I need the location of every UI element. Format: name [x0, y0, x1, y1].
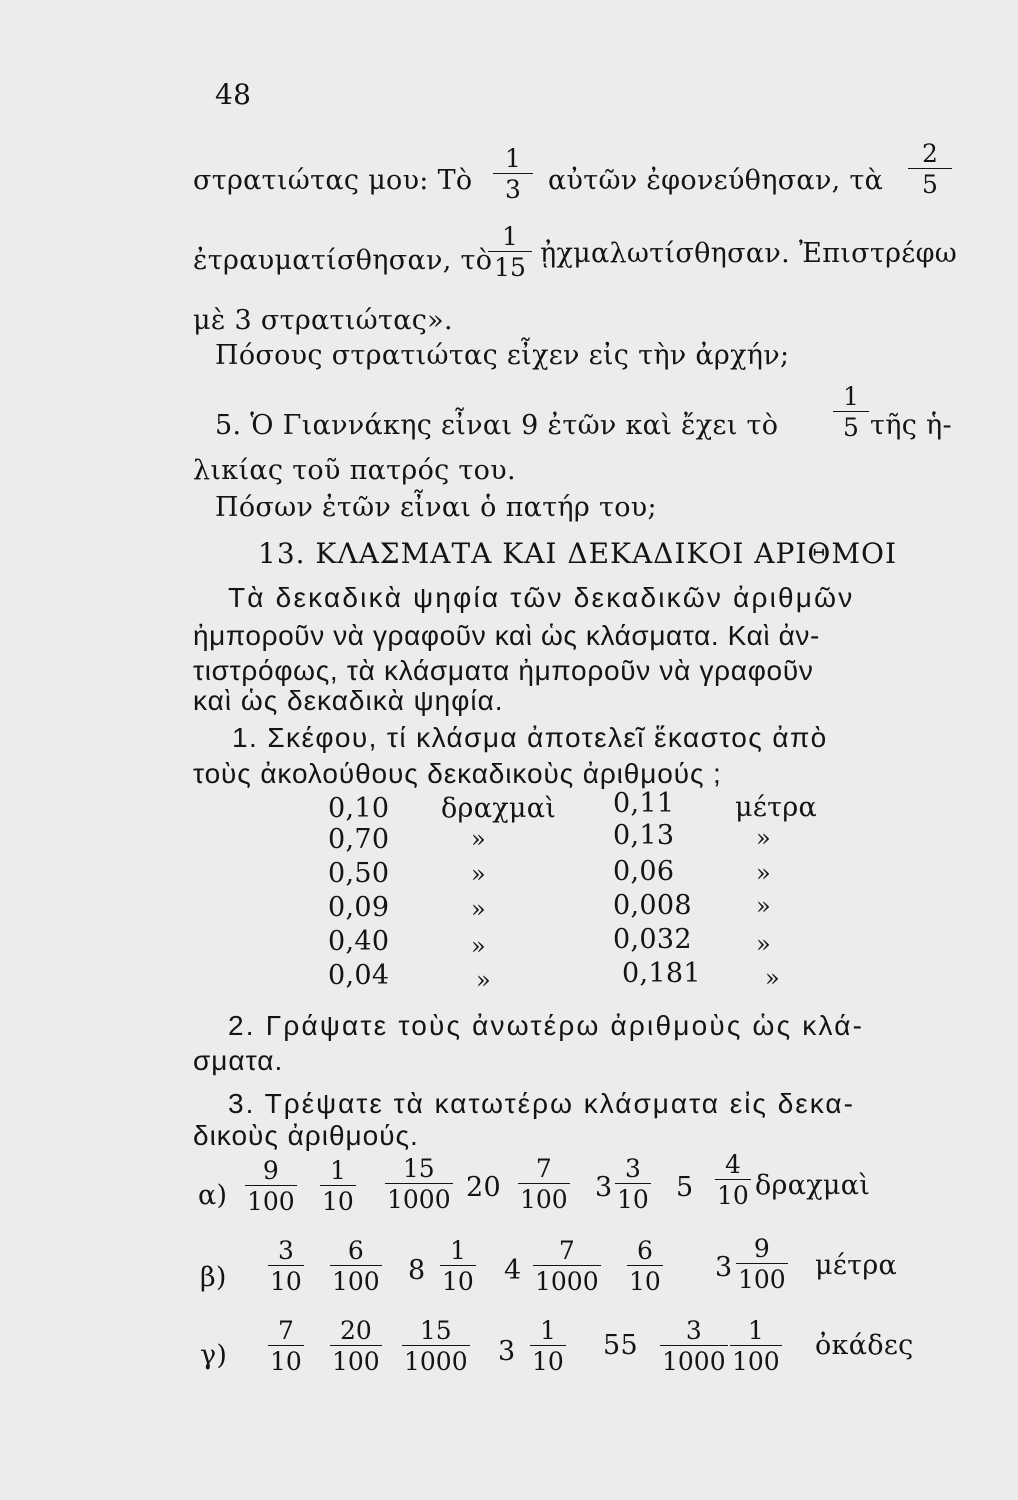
row-label: β) [200, 1262, 227, 1293]
unit-label: μέτρα [735, 792, 818, 823]
fraction: $\frac{9}{100}$ [738, 1234, 786, 1294]
fraction: $\frac{15}{1000}$ [387, 1154, 451, 1214]
fraction: $\frac{7}{10}$ [270, 1316, 302, 1376]
decimal-value: 0,008 [613, 890, 692, 921]
whole-number: 20 [466, 1172, 501, 1203]
whole-number: 3 [715, 1252, 733, 1283]
fraction: $\frac{1}{10}$ [442, 1236, 474, 1296]
decimal-value: 0,11 [613, 788, 675, 819]
intro-line: ἠμποροῦν νὰ γραφοῦν καὶ ὡς κλάσματα. Καὶ ἀν- [193, 620, 820, 651]
text-line: ᾐχμαλωτίσθησαν. Ἐπιστρέφω [540, 238, 958, 269]
fraction: $\frac{2}{5}$ [908, 141, 952, 197]
fraction: $\frac{9}{100}$ [247, 1156, 295, 1216]
unit-label: δραχμαὶ [755, 1170, 871, 1201]
fraction: $\frac{3}{10}$ [270, 1236, 302, 1296]
text-line: ἐτραυματίσθησαν, τὸ [193, 245, 493, 276]
ditto-mark: » [471, 825, 486, 853]
ditto-mark: » [471, 932, 486, 960]
unit-label: μέτρα [815, 1250, 898, 1281]
text-line: μὲ 3 στρατιώτας». [193, 305, 453, 336]
decimal-value: 0,50 [328, 858, 390, 889]
whole-number: 3 [498, 1336, 516, 1367]
exercise-2-line: σματα. [193, 1045, 284, 1076]
text-line: 5. Ὁ Γιαννάκης εἶναι 9 ἐτῶν καὶ ἔχει τὸ [215, 410, 779, 441]
fraction: $\frac{1}{100}$ [732, 1316, 780, 1376]
exercise-3-line: 3. Τρέψατε τὰ κατωτέρω κλάσματα εἰς δεκα- [228, 1088, 855, 1119]
fraction: $\frac{4}{10}$ [717, 1150, 749, 1210]
whole-number: 3 [595, 1172, 613, 1203]
whole-number: 8 [408, 1255, 426, 1286]
fraction: $\frac{6}{100}$ [332, 1236, 380, 1296]
fraction: $\frac{20}{100}$ [332, 1316, 380, 1376]
ditto-mark: » [471, 860, 486, 888]
whole-number: 5 [676, 1172, 694, 1203]
fraction: $\frac{7}{100}$ [520, 1154, 568, 1214]
decimal-value: 0,032 [613, 924, 692, 955]
text-line: Πόσων ἐτῶν εἶναι ὁ πατήρ του; [215, 492, 657, 523]
text-line: λικίας τοῦ πατρός του. [193, 455, 516, 486]
decimal-value: 0,13 [613, 820, 675, 851]
row-label: α) [198, 1180, 228, 1211]
fraction: $\frac{1}{10}$ [532, 1316, 564, 1376]
ditto-mark: » [765, 964, 780, 992]
fraction: $\frac{1}{15}$ [488, 224, 532, 280]
ditto-mark: » [756, 859, 771, 887]
decimal-value: 0,181 [622, 958, 701, 989]
intro-line: καὶ ὡς δεκαδικὰ ψηφία. [193, 685, 504, 716]
ditto-mark: » [476, 966, 491, 994]
fraction: $\frac{3}{10}$ [617, 1154, 649, 1214]
unit-label: δραχμαὶ [441, 793, 557, 824]
ditto-mark: » [756, 824, 771, 852]
decimal-value: 0,70 [328, 824, 390, 855]
text-line: στρατιώτας μου: Τὸ [193, 165, 473, 196]
intro-line: Τὰ δεκαδικὰ ψηφία τῶν δεκαδικῶν ἀριθμῶν [228, 582, 855, 613]
fraction: $\frac{1}{10}$ [322, 1156, 354, 1216]
whole-number: 4 [504, 1255, 522, 1286]
text-line: αὐτῶν ἐφονεύθησαν, τὰ [548, 165, 884, 196]
decimal-value: 0,10 [328, 793, 390, 824]
decimal-value: 0,09 [328, 892, 390, 923]
fraction: $\frac{7}{1000}$ [535, 1236, 599, 1296]
text-line: τῆς ἡ- [870, 410, 952, 441]
section-heading: 13. ΚΛΑΣΜΑΤΑ ΚΑΙ ΔΕΚΑΔΙΚΟΙ ΑΡΙΘΜΟΙ [258, 537, 898, 570]
exercise-3-line: δικοὺς ἀριθμούς. [193, 1120, 419, 1151]
decimal-value: 0,40 [328, 926, 390, 957]
fraction: $\frac{1}{3}$ [493, 146, 533, 202]
ditto-mark: » [756, 892, 771, 920]
fraction: $\frac{6}{10}$ [629, 1236, 661, 1296]
unit-label: ὀκάδες [815, 1330, 914, 1361]
decimal-value: 0,04 [328, 960, 390, 991]
exercise-1-line: 1. Σκέφου, τί κλάσμα ἀποτελεῖ ἕκαστος ἀπὸ [232, 722, 828, 753]
row-label: γ) [200, 1340, 228, 1371]
fraction: $\frac{1}{5}$ [833, 384, 869, 440]
ditto-mark: » [471, 895, 486, 923]
exercise-1-line: τοὺς ἀκολούθους δεκαδικοὺς ἀριθμούς ; [193, 758, 722, 789]
text-line: Πόσους στρατιώτας εἶχεν εἰς τὴν ἀρχήν; [215, 340, 790, 371]
fraction: $\frac{15}{1000}$ [404, 1316, 468, 1376]
intro-line: τιστρόφως, τὰ κλάσματα ἠμποροῦν νὰ γραφοῦν [193, 655, 814, 686]
exercise-2-line: 2. Γράψατε τοὺς ἀνωτέρω ἀριθμοὺς ὡς κλά- [228, 1010, 865, 1041]
decimal-value: 0,06 [613, 856, 675, 887]
whole-number: 55 [603, 1330, 638, 1361]
fraction: $\frac{3}{1000}$ [662, 1316, 726, 1376]
page-number: 48 [215, 78, 252, 111]
ditto-mark: » [756, 930, 771, 958]
